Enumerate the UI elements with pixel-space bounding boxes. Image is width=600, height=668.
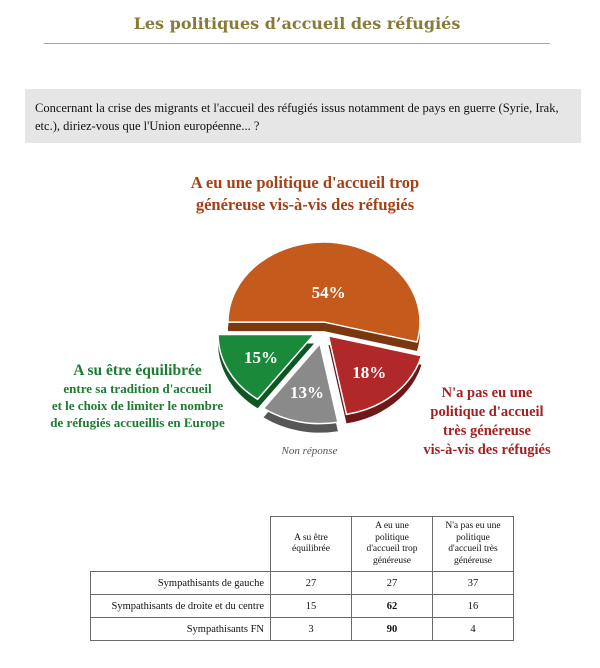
col-header-text: politique: [456, 532, 490, 543]
non-reponse-label: Non réponse: [281, 445, 338, 457]
pie-slice-label-3: 15%: [244, 348, 279, 368]
col-header-trop-genereuse: [352, 517, 433, 572]
col-header-text: A su être: [294, 532, 328, 543]
pie-slice-label-0: 54%: [311, 282, 346, 302]
annotation-equilibree-lead: A su être équilibrée: [73, 362, 202, 379]
col-header-text: N'a pas eu une: [445, 521, 501, 531]
col-header-text: d'accueil trop: [366, 544, 418, 554]
table-cell: 4: [433, 618, 514, 641]
col-header-pas-genereuse: [433, 517, 514, 572]
pie-slice-label-1: 18%: [352, 362, 387, 382]
table-row: [91, 595, 514, 618]
annotation-pas-genereuse-line-4: vis-à-vis des réfugiés: [423, 442, 551, 458]
row-label: Sympathisants FN: [91, 618, 271, 641]
col-header-text: d'accueil très: [448, 544, 498, 554]
annotation-equilibree-line-3: de réfugiés accueillis en Europe: [50, 415, 225, 430]
headline-line-2: généreuse vis-à-vis des réfugiés: [195, 195, 415, 214]
table-cell: 3: [271, 618, 352, 641]
headline-line-1: A eu une politique d'accueil trop: [190, 173, 420, 192]
col-header-text: généreuse: [373, 555, 411, 566]
table-cell: 62: [352, 595, 433, 618]
table-cell: 16: [433, 595, 514, 618]
table-cell: 90: [352, 618, 433, 641]
page-title: Les politiques d’accueil des réfugiés: [133, 14, 461, 33]
sympathisants-table: [90, 516, 514, 641]
col-header-equilibree: [271, 517, 352, 572]
table-cell: 27: [271, 572, 352, 595]
annotation-pas-genereuse-line-2: politique d'accueil: [430, 404, 544, 420]
table-cell: 37: [433, 572, 514, 595]
col-header-text: généreuse: [454, 555, 492, 566]
table-row: [91, 618, 514, 641]
annotation-equilibree-line-2: et le choix de limiter le nombre: [51, 398, 224, 413]
annotation-pas-genereuse-line-3: très généreuse: [443, 423, 531, 439]
annotation-equilibree: [20, 362, 255, 431]
pie-slice-label-2: 13%: [289, 383, 324, 403]
col-header-text: politique: [375, 532, 409, 543]
table-cell: 27: [352, 572, 433, 595]
col-header-text: équilibrée: [292, 544, 330, 554]
table-corner: [91, 517, 271, 572]
annotation-equilibree-line-1: entre sa tradition d'accueil: [63, 381, 212, 396]
col-header-text: A eu une: [375, 521, 409, 531]
annotation-pas-genereuse: [396, 384, 578, 460]
row-label: Sympathisants de droite et du centre: [91, 595, 271, 618]
table-cell: 15: [271, 595, 352, 618]
annotation-pas-genereuse-line-1: N'a pas eu une: [441, 385, 533, 401]
question-box: Concernant la crise des migrants et l'accueil des réfugiés issus notamment de pays en guerre (Syrie, Irak, etc.), diriez-vous que l'Union européenne... ?: [25, 89, 581, 143]
table-header-row: [91, 517, 514, 572]
table-row: [91, 572, 514, 595]
row-label: Sympathisants de gauche: [91, 572, 271, 595]
